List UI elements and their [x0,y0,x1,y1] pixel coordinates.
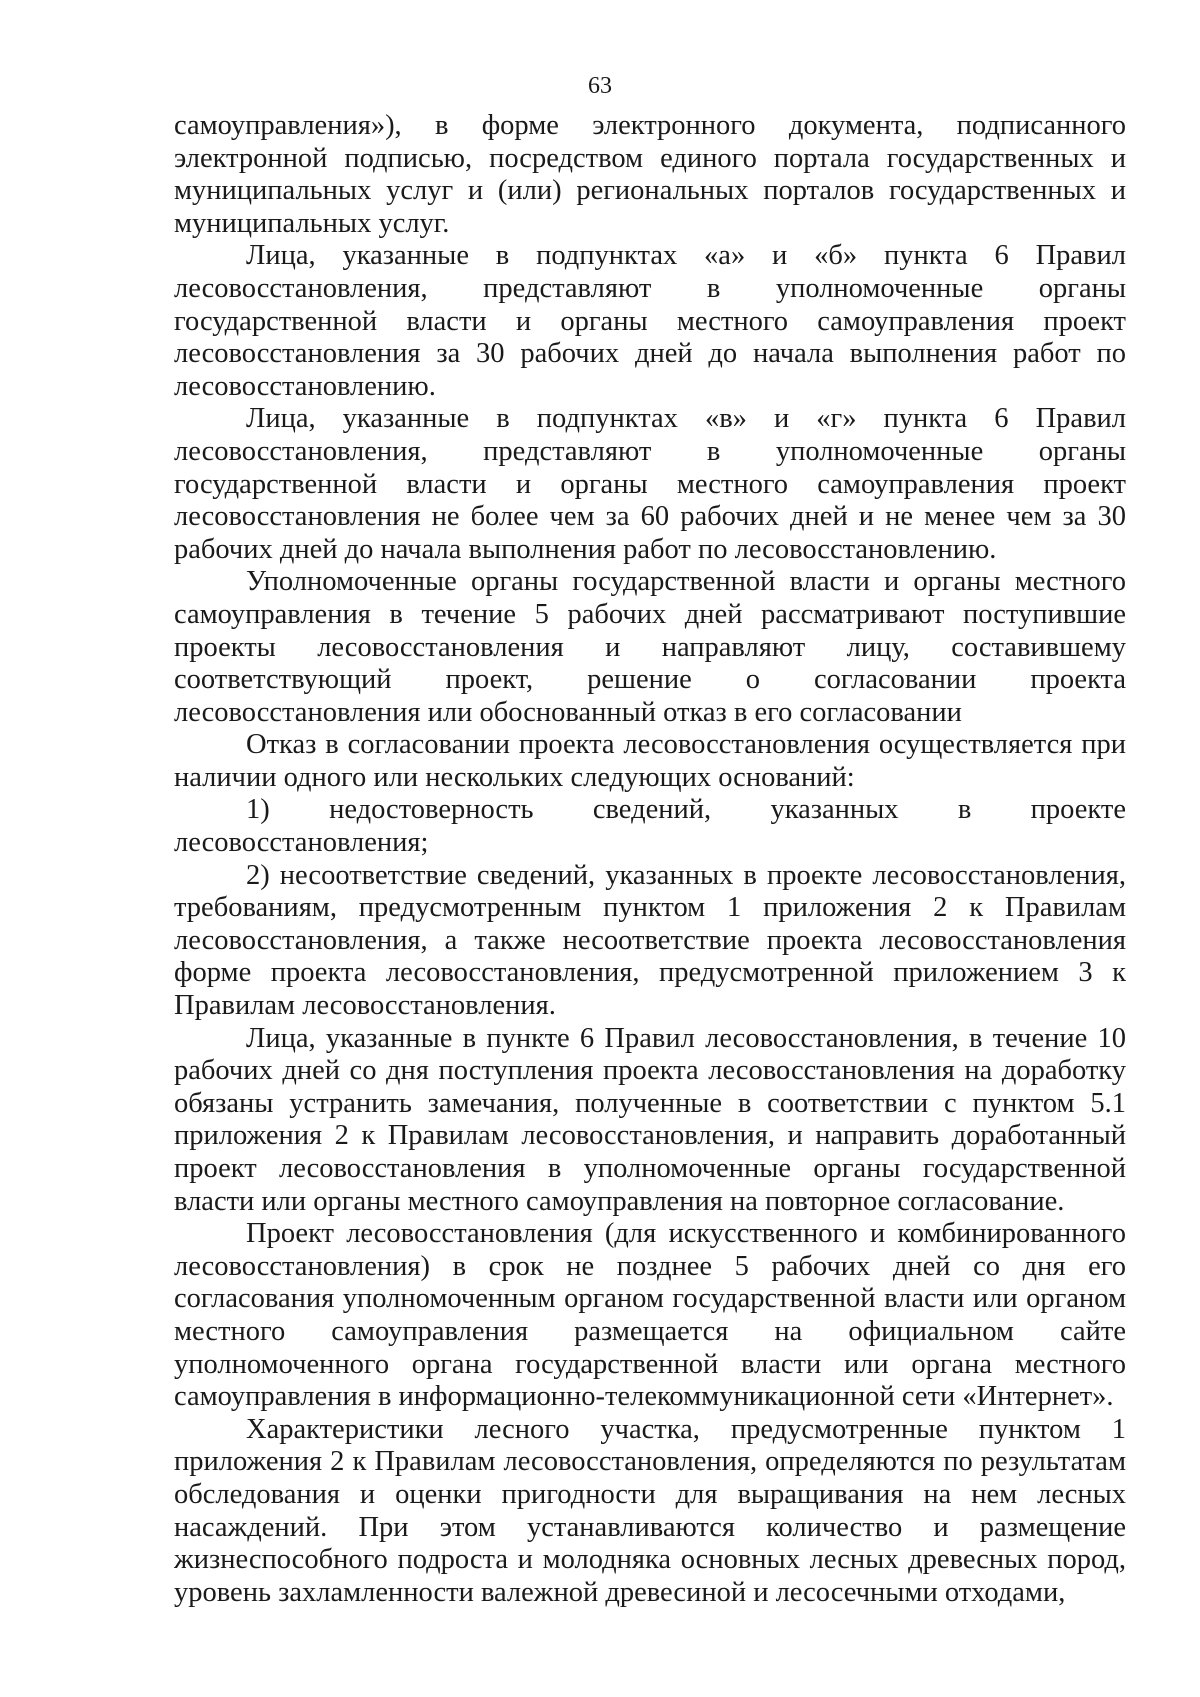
list-item: 1) недостоверность сведений, указанных в проекте лесовосстановления; [174,794,1126,859]
paragraph: Уполномоченные органы государственной власти и органы местного самоуправления в течение 5 рабочих дней рассматривают поступившие проекты лесовосстановления и направляют лицу, составившему соответствующий проект, решение о согласовании проекта лесовосстановления или обоснованный отказ в его согласовании [174,566,1126,728]
paragraph: Лица, указанные в пункте 6 Правил лесовосстановления, в течение 10 рабочих дней со дня поступления проекта лесовосстановления на доработку обязаны устранить замечания, полученные в соответствии с пунктом 5.1 приложения 2 к Правилам лесовосстановления, и направить доработанный проект лесовосстановления в уполномоченные органы государственной власти или органы местного самоуправления на повторное согласование. [174,1022,1126,1217]
page-number: 63 [588,73,612,99]
paragraph: Характеристики лесного участка, предусмотренные пунктом 1 приложения 2 к Правилам лесовосстановления, определяются по результатам обследования и оценки пригодности для выращивания на нем лесных насаждений. При этом устанавливаются количество и размещение жизнеспособного подроста и молодняка основных лесных древесных пород, уровень захламленности валежной древесиной и лесосечными отходами, [174,1413,1126,1608]
paragraph: Отказ в согласовании проекта лесовосстановления осуществляется при наличии одного или нескольких следующих оснований: [174,729,1126,793]
paragraph: Лица, указанные в подпунктах «в» и «г» пункта 6 Правил лесовосстановления, представляют в уполномоченные органы государственной власти и органы местного самоуправления проект лесовосстановления не более чем за 60 рабочих дней и не менее чем за 30 рабочих дней до начала выполнения работ по лесовосстановлению. [174,403,1126,565]
paragraph: Лица, указанные в подпунктах «а» и «б» пункта 6 Правил лесовосстановления, представляют в уполномоченные органы государственной власти и органы местного самоуправления проект лесовосстановления за 30 рабочих дней до начала выполнения работ по лесовосстановлению. [174,240,1126,402]
paragraph-continuation: самоуправления»), в форме электронного документа, подписанного электронной подписью, посредством единого портала государственных и муниципальных услуг и (или) региональных порталов государственных и муниципальных услуг. [174,110,1126,239]
list-item: 2) несоответствие сведений, указанных в проекте лесовосстановления, требованиям, предусмотренным пунктом 1 приложения 2 к Правилам лесовосстановления, а также несоответствие проекта лесовосстановления форме проекта лесовосстановления, предусмотренной приложением 3 к Правилам лесовосстановления. [174,859,1126,1022]
paragraph: Проект лесовосстановления (для искусственного и комбинированного лесовосстановления) в срок не позднее 5 рабочих дней со дня его согласования уполномоченным органом государственной власти или органом местного самоуправления размещается на официальном сайте уполномоченного органа государственной власти или органа местного самоуправления в информационно-телекоммуникационной сети «Интернет». [174,1218,1126,1413]
document-body [174,110,1126,1609]
